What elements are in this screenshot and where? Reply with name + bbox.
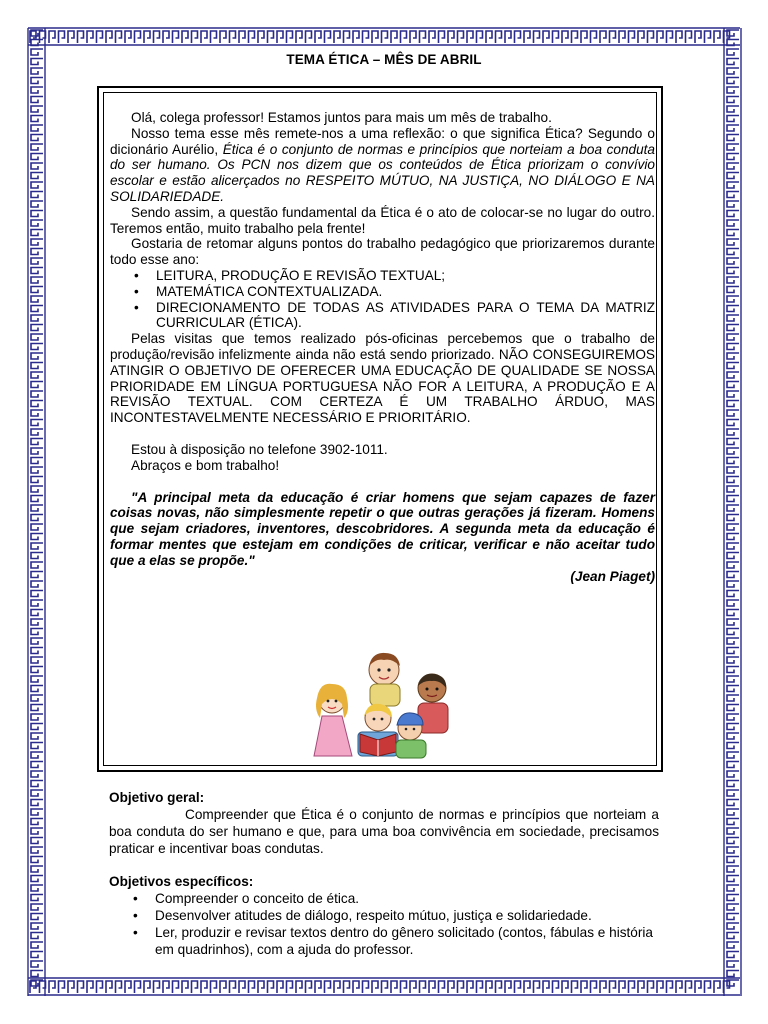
greek-key-pattern	[28, 976, 740, 998]
pedagogical-points-paragraph: Gostaria de retomar alguns pontos do trabalho pedagógico que priorizaremos durante todo esse ano:	[110, 236, 655, 268]
greek-key-pattern	[722, 28, 744, 996]
greeting-paragraph: Olá, colega professor! Estamos juntos para mais um mês de trabalho.	[131, 110, 552, 125]
definition-text: Ética é o conjunto de normas e princípios que norteiam a boa conduta do ser humano. Os PCN nos dizem que os conteúdos de Ética priorizam o convívio escolar e estão alicerçados no RESPEITO MÚTUO, NA JUSTIÇA, NO DIÁLOGO E NA SOLIDARIEDADE.	[110, 141, 655, 204]
list-item: • Compreender o conceito de ética.	[155, 890, 659, 907]
visits-paragraph: Pelas visitas que temos realizado pós-oficinas percebemos que o trabalho de produção/revisão infelizmente ainda não está sendo priorizado. NÃO CONSEGUIREMOS ATINGIR O OBJETIVO DE OFERECER UMA EDUCAÇÃO DE QUALIDADE SE NOSSA PRIORIDADE EM LÍNGUA PORTUGUESA NÃO FOR A LEITURA, A PRODUÇÃO E A REVISÃO TEXTUAL. COM CERTEZA É UM TRABALHO ÁRDUO, MAS INCONTESTAVELMENTE NECESSÁRIO E PRIORITÁRIO.	[110, 331, 655, 426]
decorative-border-left	[26, 28, 48, 996]
decorative-border-right	[722, 28, 744, 996]
theme-paragraph	[110, 126, 655, 205]
closing-line: Abraços e bom trabalho!	[131, 457, 280, 473]
fundamental-question-paragraph: Sendo assim, a questão fundamental da Ética é o ato de colocar-se no lugar do outro. Teremos então, muito trabalho pela frente!	[110, 204, 655, 236]
general-objective-heading: Objetivo geral:	[109, 790, 205, 805]
general-objective-text: Compreender que Ética é o conjunto de normas e princípios que norteiam a boa conduta do ser humano e que, para uma boa convivência em sociedade, precisamos praticar e incentivar boas condutas.	[109, 807, 659, 856]
specific-objectives-heading: Objetivos específicos:	[109, 874, 254, 889]
list-item: • Ler, produzir e revisar textos dentro do gênero solicitado (contos, fábulas e história em quadrinhos), com a ajuda do professor.	[155, 924, 659, 958]
objectives-section	[109, 789, 659, 958]
piaget-quote: "A principal meta da educação é criar homens que sejam capazes de fazer coisas novas, não simplesmente repetir o que outras gerações já fizeram. Homens que sejam criadores, inventores, descobridores. A segunda meta da educação é formar mentes que estejam em condições de criticar, verificar e não aceitar tudo que a elas se propõe."	[110, 489, 655, 568]
decorative-border-top	[28, 26, 740, 48]
page-title: TEMA ÉTICA – MÊS DE ABRIL	[286, 52, 482, 67]
list-item: • Desenvolver atitudes de diálogo, respeito mútuo, justiça e solidariedade.	[155, 907, 659, 924]
quote-author: (Jean Piaget)	[570, 568, 655, 584]
greek-key-pattern	[28, 26, 740, 48]
specific-objectives-list	[109, 890, 659, 958]
list-item: • DIRECIONAMENTO DE TODAS AS ATIVIDADES PARA O TEMA DA MATRIZ CURRICULAR (ÉTICA).	[156, 300, 655, 332]
greek-key-pattern	[26, 28, 48, 996]
children-reading-illustration	[292, 648, 472, 760]
list-item: • MATEMÁTICA CONTEXTUALIZADA.	[156, 284, 655, 300]
contact-line: Estou à disposição no telefone 3902-1011.	[131, 441, 388, 457]
priority-list	[110, 268, 655, 331]
theme-text: Nosso tema esse mês remete-nos a uma reflexão: o que significa Ética? Segundo o dicionário Aurélio,	[110, 125, 655, 157]
decorative-border-bottom	[28, 976, 740, 998]
letter-box-content	[110, 110, 655, 584]
list-item: • LEITURA, PRODUÇÃO E REVISÃO TEXTUAL;	[156, 268, 655, 284]
